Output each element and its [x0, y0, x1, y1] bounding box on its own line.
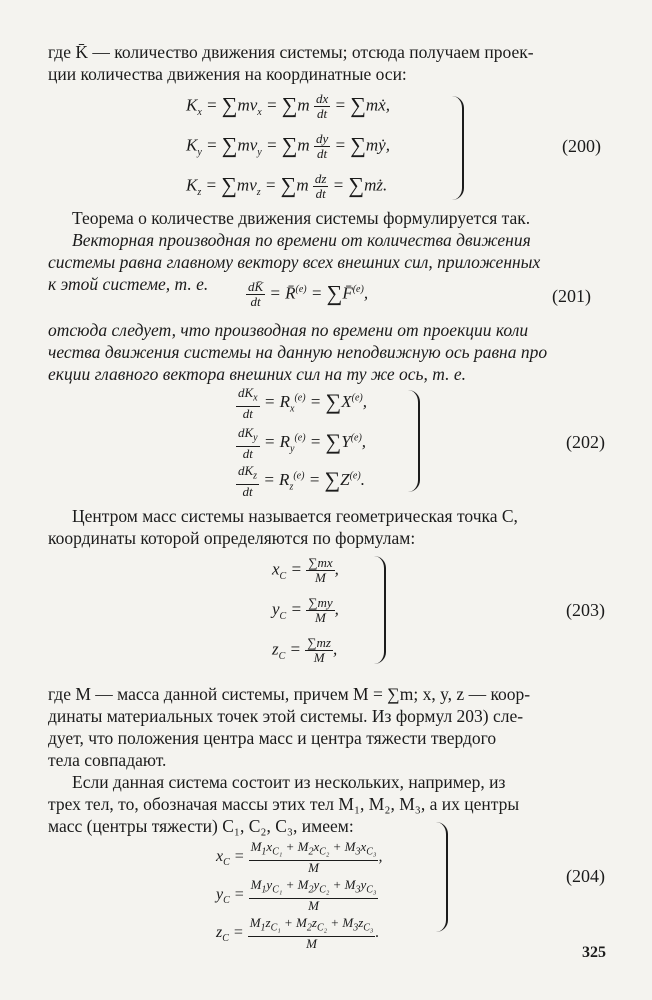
formula-202-y: $\frac{dK_y}{dt}$ = $R_y^{(e)} = \sum Y^{(e)}$,: [238, 425, 367, 461]
formula-200-z: $K_z = \sum mv_z = \sum m$ $\frac{dz}{dt}$ = ∑mż.: [186, 171, 388, 201]
formula-201: $\frac{dK̄}{dt}$ = R̄$^{(e)}$ = ∑F̄$^{(e)}$,: [248, 279, 369, 309]
equation-number: (200): [562, 136, 601, 156]
text-line: тела совпадают.: [48, 750, 167, 770]
text-line: дует, что положения центра масс и центра тяжести твердого: [48, 728, 497, 748]
equation-number: (203): [566, 600, 605, 620]
equation-number: (204): [566, 866, 605, 886]
text-line: к этой системе, т. е.: [48, 274, 209, 294]
text-line: отсюда следует, что производная по времени от проекции коли: [48, 320, 529, 340]
formula-203-x: $x_C$ = $\frac{\sum mx}{M}$ ,: [272, 555, 339, 585]
brace: [374, 556, 386, 664]
brace: [408, 390, 420, 492]
formula-204-y: $y_C$ = $\frac{M_1y_{C_1} + M_2y_{C_2} + M_3y_{C_3}}{M}$: [216, 877, 377, 913]
equation-number: (202): [566, 432, 605, 452]
brace: [436, 822, 448, 932]
text-line: системы равна главному вектору всех внешних сил, приложенных: [48, 252, 541, 272]
formula-202-x: $\frac{dK_x}{dt}$ = $R_x^{(e)} = \sum X^{(e)}$,: [238, 385, 367, 421]
formula-204-z: $z_C$ = $\frac{M_1z_{C_1} + M_2z_{C_2} + M_3z_{C_3}}{M}$ .: [216, 915, 380, 951]
text-line: трех тел, то, обозначая массы этих тел M₁, M₂, M₃, а их центры: [48, 794, 520, 814]
formula-203-y: $y_C$ = $\frac{\sum my}{M}$ ,: [272, 595, 339, 625]
text-line: где K̄ — количество движения системы; отсюда получаем проек-: [48, 42, 534, 62]
text-line: Теорема о количестве движения системы формулируется так.: [72, 208, 531, 228]
formula-200-y: $K_y = \sum mv_y = \sum m$ $\frac{dy}{dt}$ = ∑mẏ,: [186, 131, 390, 161]
equation-number: (201): [552, 286, 591, 306]
text-line: Векторная производная по времени от количества движения: [72, 230, 531, 250]
text-line: ции количества движения на координатные оси:: [48, 64, 407, 84]
text-line: екции главного вектора внешних сил на ту же ось, т. е.: [48, 364, 467, 384]
text-line: масс (центры тяжести) C₁, C₂, C₃, имеем:: [48, 816, 354, 836]
brace: [452, 96, 464, 200]
text-line: координаты которой определяются по формулам:: [48, 528, 416, 548]
text-line: чества движения системы на данную неподвижную ось равна про: [48, 342, 548, 362]
text-line: динаты материальных точек этой системы. Из формул 203) сле-: [48, 706, 524, 726]
formula-202-z: $\frac{dK_z}{dt}$ = $R_z^{(e)} = \sum Z^{(e)}$.: [238, 463, 365, 499]
formula-203-z: $z_C$ = $\frac{\sum mz}{M}$ ,: [272, 635, 338, 665]
formula-204-x: $x_C$ = $\frac{M_1x_{C_1} + M_2x_{C_2} + M_3x_{C_3}}{M}$ ,: [216, 839, 383, 875]
text-line: где M — масса данной системы, причем M = ∑m; x, y, z — коор-: [48, 684, 531, 704]
page-number: 325: [582, 944, 606, 961]
text-line: Если данная система состоит из нескольких, например, из: [72, 772, 506, 792]
text-line: Центром масс системы называется геометрическая точка C,: [72, 506, 518, 526]
formula-200-x: $K_x = \sum mv_x = \sum m$ $\frac{dx}{dt}$ = ∑mẋ,: [186, 91, 390, 121]
